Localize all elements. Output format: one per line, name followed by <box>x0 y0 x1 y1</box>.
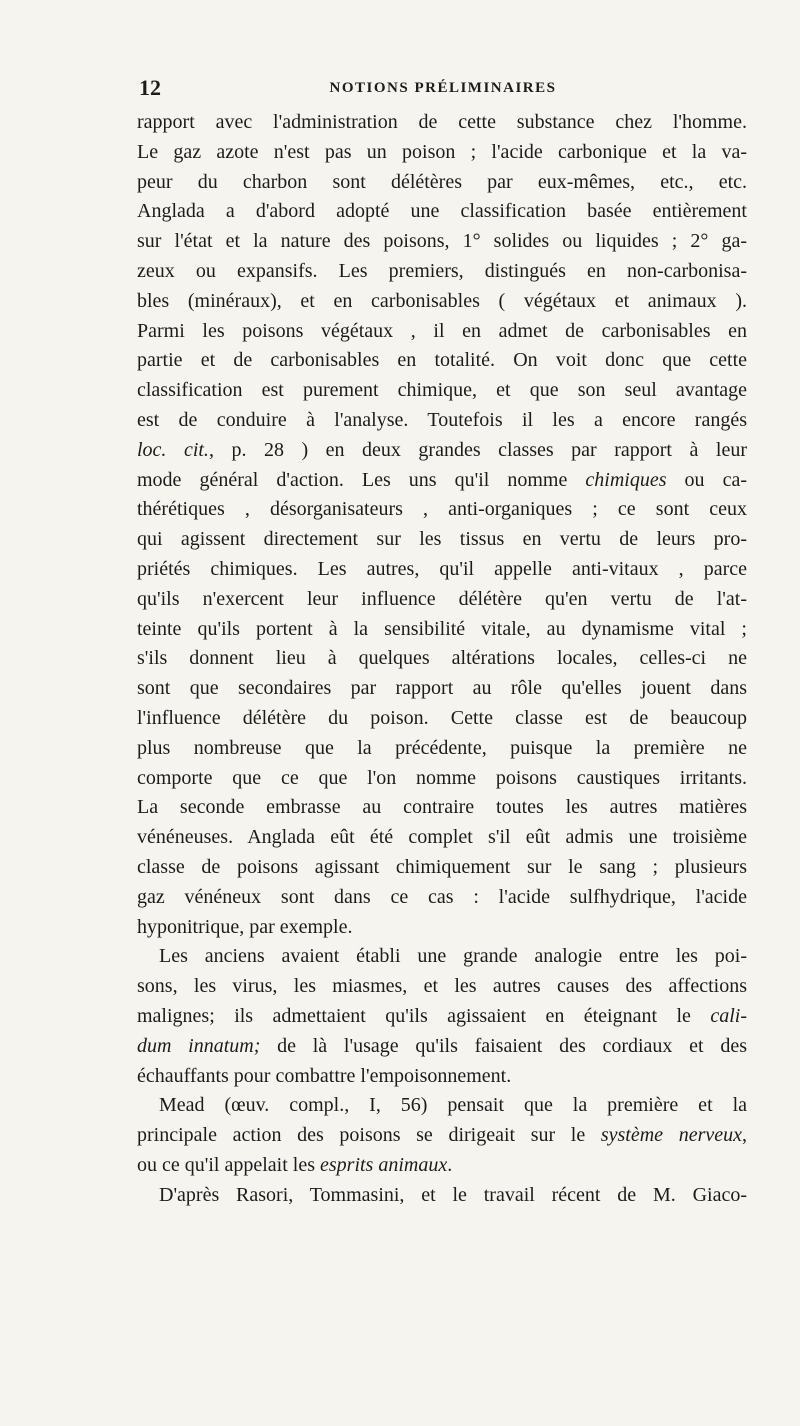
italic-term: chimiques <box>585 468 667 491</box>
text-line: sons, les virus, les miasmes, et les autres causes des affections <box>137 975 747 998</box>
text-line <box>137 1121 747 1151</box>
text-line: Anglada a d'abord adopté une classification basée entièrement <box>137 200 747 223</box>
text-segment: ou ce qu'il appelait les <box>137 1153 320 1176</box>
page-number: 12 <box>139 75 161 100</box>
text-line: classification est purement chimique, et que son seul avantage <box>137 379 747 402</box>
text-line: thérétiques , désorganisateurs , anti-organiques ; ce sont ceux <box>137 498 747 521</box>
text-line: hyponitrique, par exemple. <box>137 915 353 938</box>
running-head <box>139 74 747 102</box>
running-title: NOTIONS PRÉLIMINAIRES <box>329 80 557 96</box>
text-line <box>137 436 747 466</box>
text-line: classe de poisons agissant chimiquement sur le sang ; plusieurs <box>137 855 747 878</box>
italic-term: système nerveux <box>600 1124 742 1147</box>
text-line: qui agissent directement sur les tissus en vertu de leurs pro- <box>137 528 747 551</box>
text-line: teinte qu'ils portent à la sensibilité vitale, au dynamisme vital ; <box>137 617 747 640</box>
text-line: qu'ils n'exercent leur influence délétère qu'en vertu de l'at- <box>137 587 747 610</box>
text-line: est de conduire à l'analyse. Toutefois il les a encore rangés <box>137 408 747 431</box>
text-line: s'ils donnent lieu à quelques altérations locales, celles-ci ne <box>137 647 747 670</box>
text-line: La seconde embrasse au contraire toutes les autres matières <box>137 796 747 819</box>
text-line: gaz vénéneux sont dans ce cas : l'acide sulfhydrique, l'acide <box>137 885 747 908</box>
text-line: D'après Rasori, Tommasini, et le travail récent de M. Giaco- <box>159 1183 747 1206</box>
text-line: Parmi les poisons végétaux , il en admet de carbonisables en <box>137 319 747 342</box>
body-text <box>137 108 747 1210</box>
text-line: sur l'état et la nature des poisons, 1° solides ou liquides ; 2° ga- <box>137 230 747 253</box>
text-segment: , p. 28 ) en deux grandes classes par rapport à leur <box>208 438 747 461</box>
text-line: priétés chimiques. Les autres, qu'il appelle anti-vitaux , parce <box>137 557 747 580</box>
text-line <box>137 1151 747 1181</box>
italic-term: esprits animaux <box>320 1153 448 1176</box>
text-segment: malignes; ils admettaient qu'ils agissaient en éteignant le <box>137 1004 711 1027</box>
text-line <box>137 1032 747 1062</box>
text-line: zeux ou expansifs. Les premiers, distingués en non-carbonisa- <box>137 259 747 282</box>
text-line: plus nombreuse que la précédente, puisque la première ne <box>137 736 747 759</box>
text-segment: principale action des poisons se dirigeait sur le <box>137 1124 601 1147</box>
text-line: échauffants pour combattre l'empoisonnement. <box>137 1064 512 1087</box>
text-line: vénéneuses. Anglada eût été complet s'il eût admis une troisième <box>137 826 747 849</box>
text-line: mode général d'action. Les uns qu'il nomme chimiques ou ca- <box>137 468 747 491</box>
italic-term: loc. cit. <box>137 438 209 461</box>
text-line: comporte que ce que l'on nomme poisons caustiques irritants. <box>137 766 747 789</box>
text-line: Le gaz azote n'est pas un poison ; l'acide carbonique et la va- <box>137 140 747 163</box>
text-line: sont que secondaires par rapport au rôle qu'elles jouent dans <box>137 677 747 700</box>
text-line: l'influence délétère du poison. Cette classe est de beaucoup <box>137 706 747 729</box>
text-line: bles (minéraux), et en carbonisables ( végétaux et animaux ). <box>137 289 747 312</box>
text-segment: . <box>447 1153 453 1176</box>
text-line <box>137 1002 747 1032</box>
italic-term: dum innatum; <box>137 1034 261 1057</box>
text-segment: , <box>741 1124 747 1147</box>
text-line: partie et de carbonisables en totalité. On voit donc que cette <box>137 349 747 372</box>
text-line: peur du charbon sont délétères par eux-mêmes, etc., etc. <box>137 170 747 193</box>
text-segment: de là l'usage qu'ils faisaient des cordiaux et des <box>260 1034 747 1057</box>
text-line: Mead (œuv. compl., I, 56) pensait que la première et la <box>159 1094 747 1117</box>
italic-term: cali- <box>710 1004 747 1027</box>
text-line: rapport avec l'administration de cette substance chez l'homme. <box>137 111 747 133</box>
text-line: Les anciens avaient établi une grande analogie entre les poi- <box>159 945 747 968</box>
